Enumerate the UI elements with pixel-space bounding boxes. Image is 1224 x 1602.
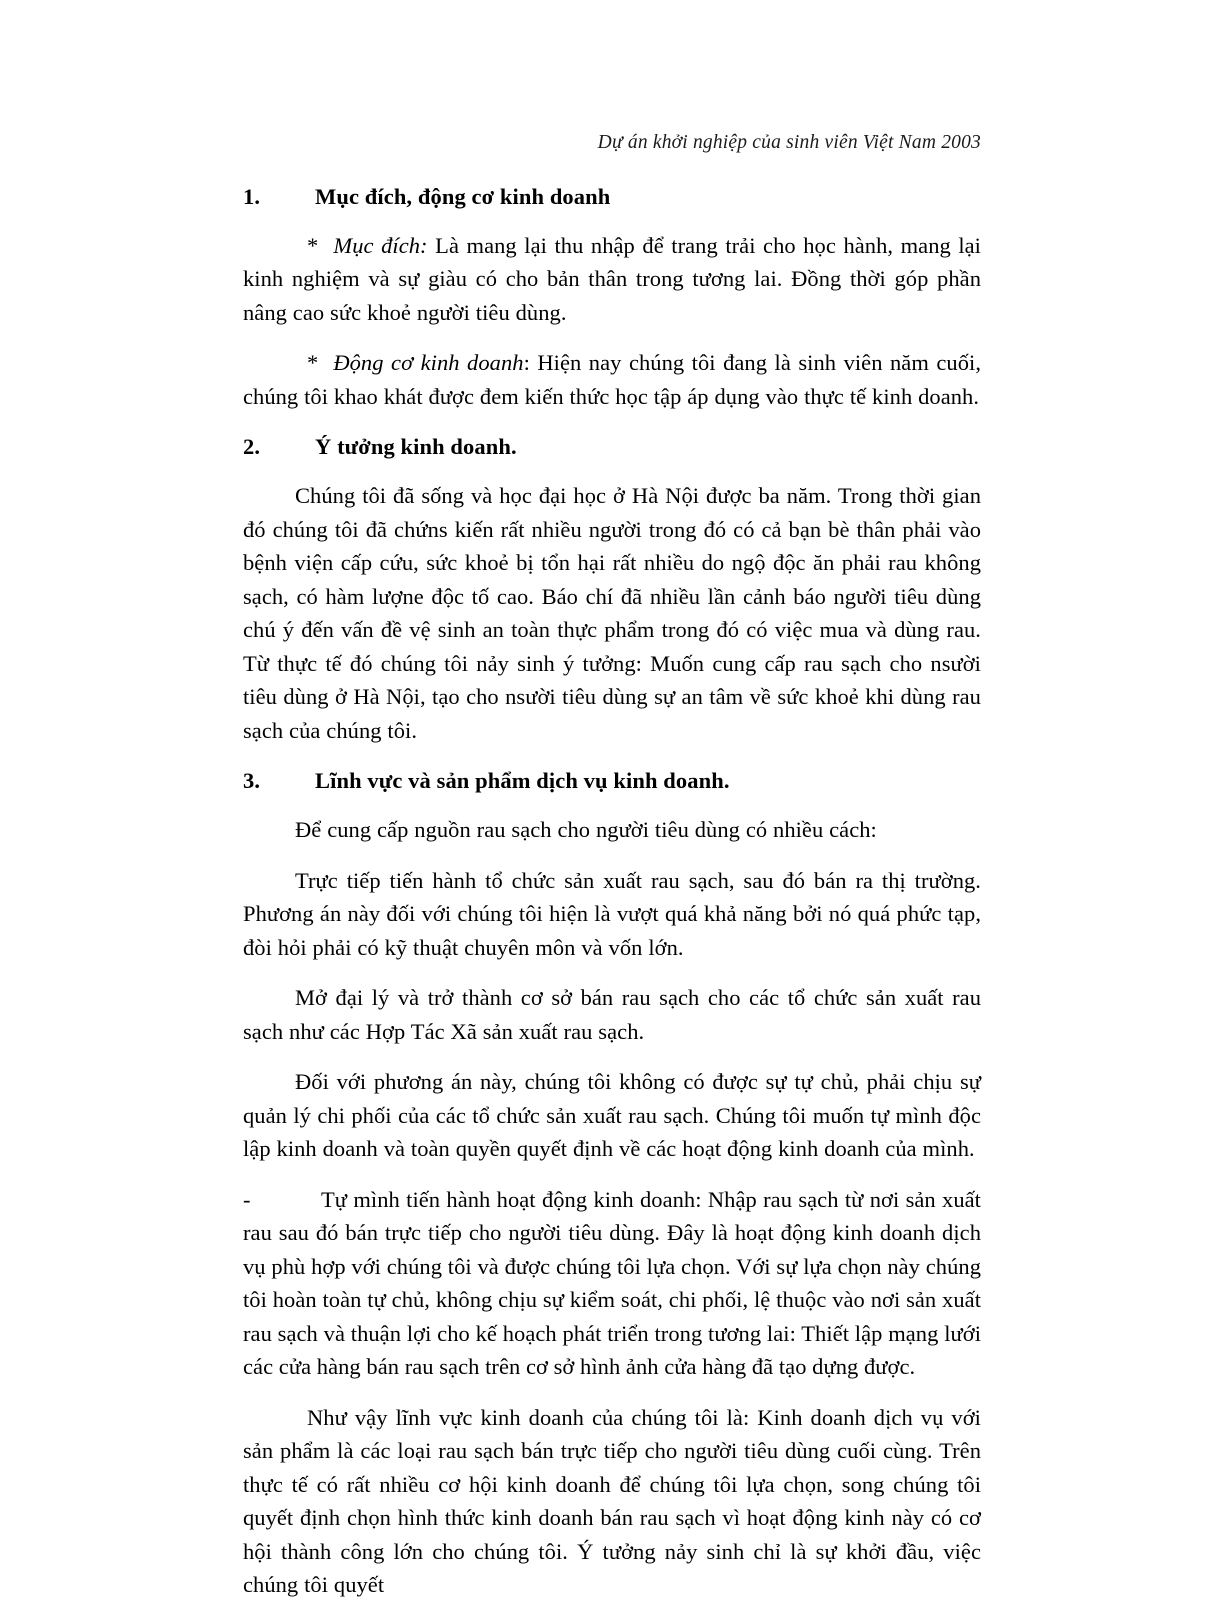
spacer xyxy=(243,329,981,346)
section-number-1: 1. xyxy=(243,184,261,209)
paragraph-lead-italic: Động cơ kinh doanh xyxy=(333,350,524,376)
spacer xyxy=(243,413,981,433)
section-heading-2 xyxy=(243,433,981,462)
spacer xyxy=(243,747,981,767)
paragraph-1-1 xyxy=(243,229,981,330)
section-heading-3 xyxy=(243,767,981,796)
spacer xyxy=(243,462,981,479)
bullet-marker: * xyxy=(307,232,319,258)
spacer xyxy=(243,1166,981,1183)
paragraph-2-1: Chúng tôi đã sống và học đại học ở Hà Nội được ba năm. Trong thời gian đó chúng tôi đã chứns kiến rất nhiều người trong đó có cả bạn bè thân phải vào bệnh viện cấp cứu, sức khoẻ bị tổn hại rất nhiều do ngộ độc ăn phải rau không sạch, có hàm lượne độc tố cao. Báo chí đã nhiều lần cảnh báo người tiêu dùng chú ý đến vấn đề vệ sinh an toàn thực phẩm trong đó có việc mua và dùng rau. Từ thực tế đó chúng tôi nảy sinh ý tưởng: Muốn cung cấp rau sạch cho nsười tiêu dùng ở Hà Nội, tạo cho nsười tiêu dùng sự an tâm về sức khoẻ khi dùng rau sạch của chúng tôi. xyxy=(243,483,981,743)
spacer xyxy=(243,847,981,864)
section-title-1: Mục đích, động cơ kinh doanh xyxy=(315,184,611,209)
section-title-2: Ý tưởng kinh doanh. xyxy=(315,434,517,460)
paragraph-3-4: Đối với phương án này, chúng tôi không có được sự tự chủ, phải chịu sự quản lý chi phối của các tổ chức sản xuất rau sạch. Chúng tôi muốn tự mình độc lập kinh doanh và toàn quyền quyết định về các hoạt động kinh doanh của mình. xyxy=(243,1069,981,1162)
section-number-2: 2. xyxy=(243,434,261,460)
bullet-marker: * xyxy=(307,350,319,376)
paragraph-3-1: Để cung cấp nguồn rau sạch cho người tiêu dùng có nhiều cách: xyxy=(295,817,877,843)
paragraph-1-2 xyxy=(243,346,981,413)
spacer xyxy=(243,1384,981,1401)
paragraph-text: Là mang lại thu nhập để trang trải cho học hành, mang lại kinh nghiệm và sự giàu có cho bản thân trong tương lai. Đồng thời góp phần nâng cao sức khoẻ người tiêu dùng. xyxy=(243,232,981,325)
spacer xyxy=(243,964,981,981)
spacer xyxy=(243,1048,981,1065)
paragraph-lead-italic: Mục đích: xyxy=(333,232,428,258)
paragraph-text: Tự mình tiến hành hoạt động kinh doanh: Nhập rau sạch từ nơi sản xuất rau sau đó bán trực tiếp cho người tiêu dùng. Đây là hoạt động kinh doanh dịch vụ phù hợp với chúng tôi và được chúng tôi lựa chọn. Với sự lựa chọn này chúng tôi hoàn toàn tự chủ, không chịu sự kiểm soát, chi phối, lệ thuộc vào nơi sản xuất rau sạch và thuận lợi cho kế hoạch phát triển trong tương lai: Thiết lập mạng lưới các cửa hàng bán rau sạch trên cơ sở hình ảnh cửa hàng đã tạo dựng được. xyxy=(243,1186,981,1380)
section-heading-1 xyxy=(243,183,981,212)
paragraph-3-3: Mở đại lý và trở thành cơ sở bán rau sạch cho các tổ chức sản xuất rau sạch như các Hợp Tác Xã sản xuất rau sạch. xyxy=(243,985,981,1044)
paragraph-3-6: Như vậy lĩnh vực kinh doanh của chúng tôi là: Kinh doanh dịch vụ với sản phẩm là các loại rau sạch bán trực tiếp cho người tiêu dùng cuối cùng. Trên thực tế có rất nhiều cơ hội kinh doanh để chúng tôi lựa chọn, song chúng tôi quyết định chọn hình thức kinh doanh bán rau sạch vì hoạt động kinh này có cơ hội thành công lớn cho chúng tôi. Ý tưởng nảy sinh chỉ là sự khởi đầu, việc chúng tôi quyết xyxy=(243,1404,981,1598)
spacer xyxy=(243,796,981,813)
document-body xyxy=(243,183,981,1602)
running-header: Dự án khởi nghiệp của sinh viên Việt Nam 2003 xyxy=(597,132,981,153)
dash-marker: - xyxy=(243,1186,251,1212)
paragraph-3-2: Trực tiếp tiến hành tổ chức sản xuất rau sạch, sau đó bán ra thị trường. Phương án này đối với chúng tôi hiện là vượt quá khả năng bởi nó quá phức tạp, đòi hỏi phải có kỹ thuật chuyên môn và vốn lớn. xyxy=(243,867,981,960)
section-title-3: Lĩnh vực và sản phẩm dịch vụ kinh doanh. xyxy=(315,768,730,794)
spacer xyxy=(243,212,981,229)
paragraph-3-5-dash-item xyxy=(243,1183,981,1384)
section-number-3: 3. xyxy=(243,768,261,794)
paragraph-text: : Hiện nay chúng tôi đang là sinh viên năm cuối, chúng tôi khao khát được đem kiến thức học tập áp dụng vào thực tế kinh doanh. xyxy=(243,350,982,409)
